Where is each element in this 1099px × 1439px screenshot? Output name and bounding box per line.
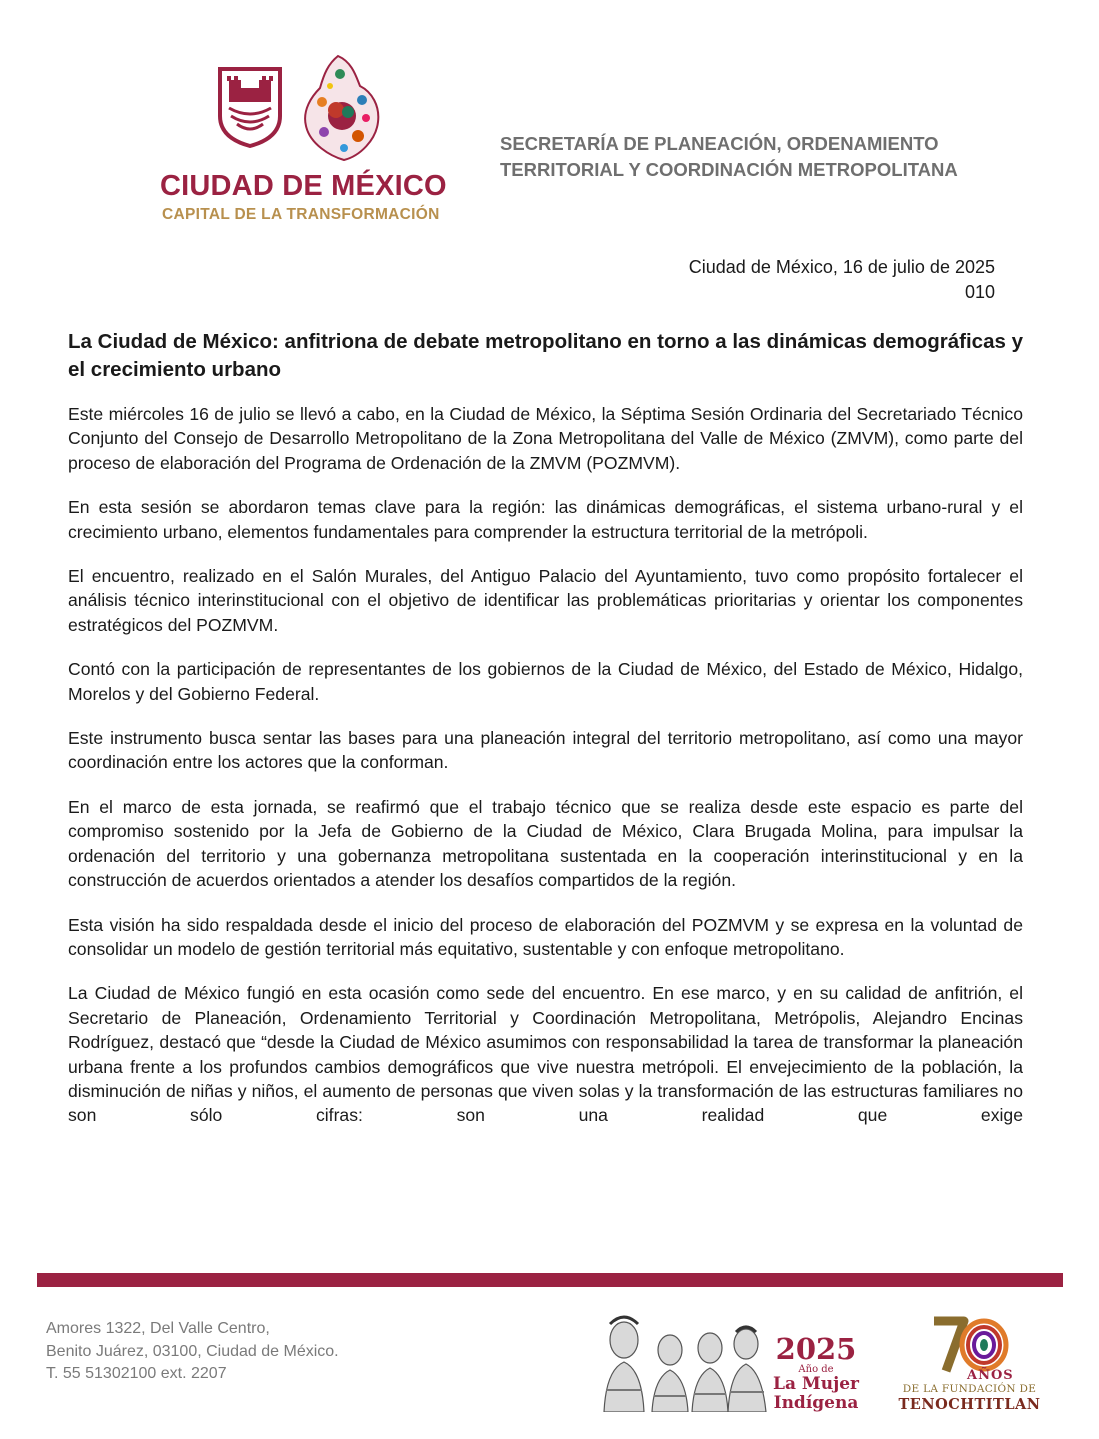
paragraph: En el marco de esta jornada, se reafirmó que el trabajo técnico que se realiza desde este espacio es parte del compromiso sostenido por la Jefa de Gobierno de la Ciudad de México, Clara Brugada Molina, para impulsar la ordenación del territorio y una gobernanza metropolitana sustentada en la cooperación interinstitucional y en la construcción de acuerdos orientados a atender los desafíos compartidos de la región.	[68, 796, 1023, 891]
floral-heart-map-icon	[300, 52, 384, 164]
footer-divider	[37, 1273, 1063, 1287]
address-line-2: Benito Juárez, 03100, Ciudad de México.	[46, 1342, 339, 1360]
year-number: 2025	[775, 1332, 857, 1366]
indigenous-women-illustration-icon	[598, 1310, 772, 1412]
paragraph: Esta visión ha sido respaldada desde el inicio del proceso de elaboración del POZMVM y se expresa en la voluntad de consolidar un modelo de gestión territorial más equitativo, sustentable y con enfoque metropolitano.	[68, 914, 1023, 959]
dateline	[689, 255, 995, 305]
secretaria-line-2: TERRITORIAL Y COORDINACIÓN METROPOLITANA	[500, 159, 958, 180]
paragraph: Contó con la participación de representantes de los gobiernos de la Ciudad de México, del Estado de México, Hidalgo, Morelos y del Gobierno Federal.	[68, 659, 1023, 704]
bulletin-number: 010	[964, 282, 995, 302]
anniversary-line-1: DE LA FUNDACIÓN DE	[902, 1383, 1037, 1395]
year-line-1: La Mujer	[773, 1374, 859, 1394]
logo-subtitle: CAPITAL DE LA TRANSFORMACIÓN	[162, 206, 440, 223]
footer-address	[46, 1318, 339, 1386]
paragraph: Este instrumento busca sentar las bases para una planeación integral del territorio metropolitano, así como una mayor coordinación entre los actores que la conforman.	[68, 728, 1023, 773]
phone-number: T. 55 51302100 ext. 2207	[46, 1365, 227, 1382]
paragraph: El encuentro, realizado en el Salón Murales, del Antiguo Palacio del Ayuntamiento, tuvo como propósito fortalecer el análisis técnico interinstitucional con el objetivo de identificar las problemáticas prioritarias y orientar los componentes estratégicos del POZMVM.	[68, 566, 1023, 635]
paragraph: En esta sesión se abordaron temas clave para la región: las dinámicas demográficas, el sistema urbano-rural y el crecimiento urbano, elementos fundamentales para comprender la estructura territorial de la metrópoli.	[68, 497, 1023, 542]
address-line-1: Amores 1322, Del Valle Centro,	[46, 1320, 270, 1337]
press-release-headline: La Ciudad de México: anfitriona de debate metropolitano en torno a las dinámicas demográficas y el crecimiento urbano	[68, 330, 1023, 381]
paragraph: Este miércoles 16 de julio se llevó a cabo, en la Ciudad de México, la Séptima Sesión Ordinaria del Secretariado Técnico Conjunto del Consejo de Desarrollo Metropolitano de la Zona Metropolitana del Valle de México (ZMVM), como parte del proceso de elaboración del Programa de Ordenación de la ZMVM (POZMVM).	[68, 404, 1023, 473]
logo-title: CIUDAD DE MÉXICO	[160, 170, 447, 202]
secretaria-heading	[500, 131, 1020, 183]
place-date: Ciudad de México, 16 de julio de 2025	[688, 257, 995, 277]
anniversary-years-label: AÑOS	[967, 1368, 1014, 1383]
mujer-indigena-year-logo	[772, 1334, 860, 1413]
anniversary-line-2: TENOCHTITLAN	[898, 1396, 1041, 1413]
year-small-label: Año de	[798, 1364, 834, 1375]
press-release-body	[68, 402, 1023, 1234]
paragraph: La Ciudad de México fungió en esta ocasión como sede del encuentro. En ese marco, y en su calidad de anfitrión, el Secretario de Planeación, Ordenamiento Territorial y Coordinación Metropolitana, Metrópolis, Alejandro Encinas Rodríguez, destacó que “desde la Ciudad de México asumimos con responsabilidad la tarea de transformar la planeación urbana frente a los profundos cambios demográficos que vive nuestra metrópoli. El envejecimiento de la población, la disminución de niñas y niños, el aumento de personas que viven solas y la transformación de las estructuras familiares no son sólo cifras: son una realidad que exige	[68, 983, 1023, 1126]
cdmx-coat-of-arms-icon	[217, 66, 283, 148]
secretaria-line-1: SECRETARÍA DE PLANEACIÓN, ORDENAMIENTO	[500, 133, 939, 154]
year-line-2: Indígena	[773, 1393, 859, 1413]
